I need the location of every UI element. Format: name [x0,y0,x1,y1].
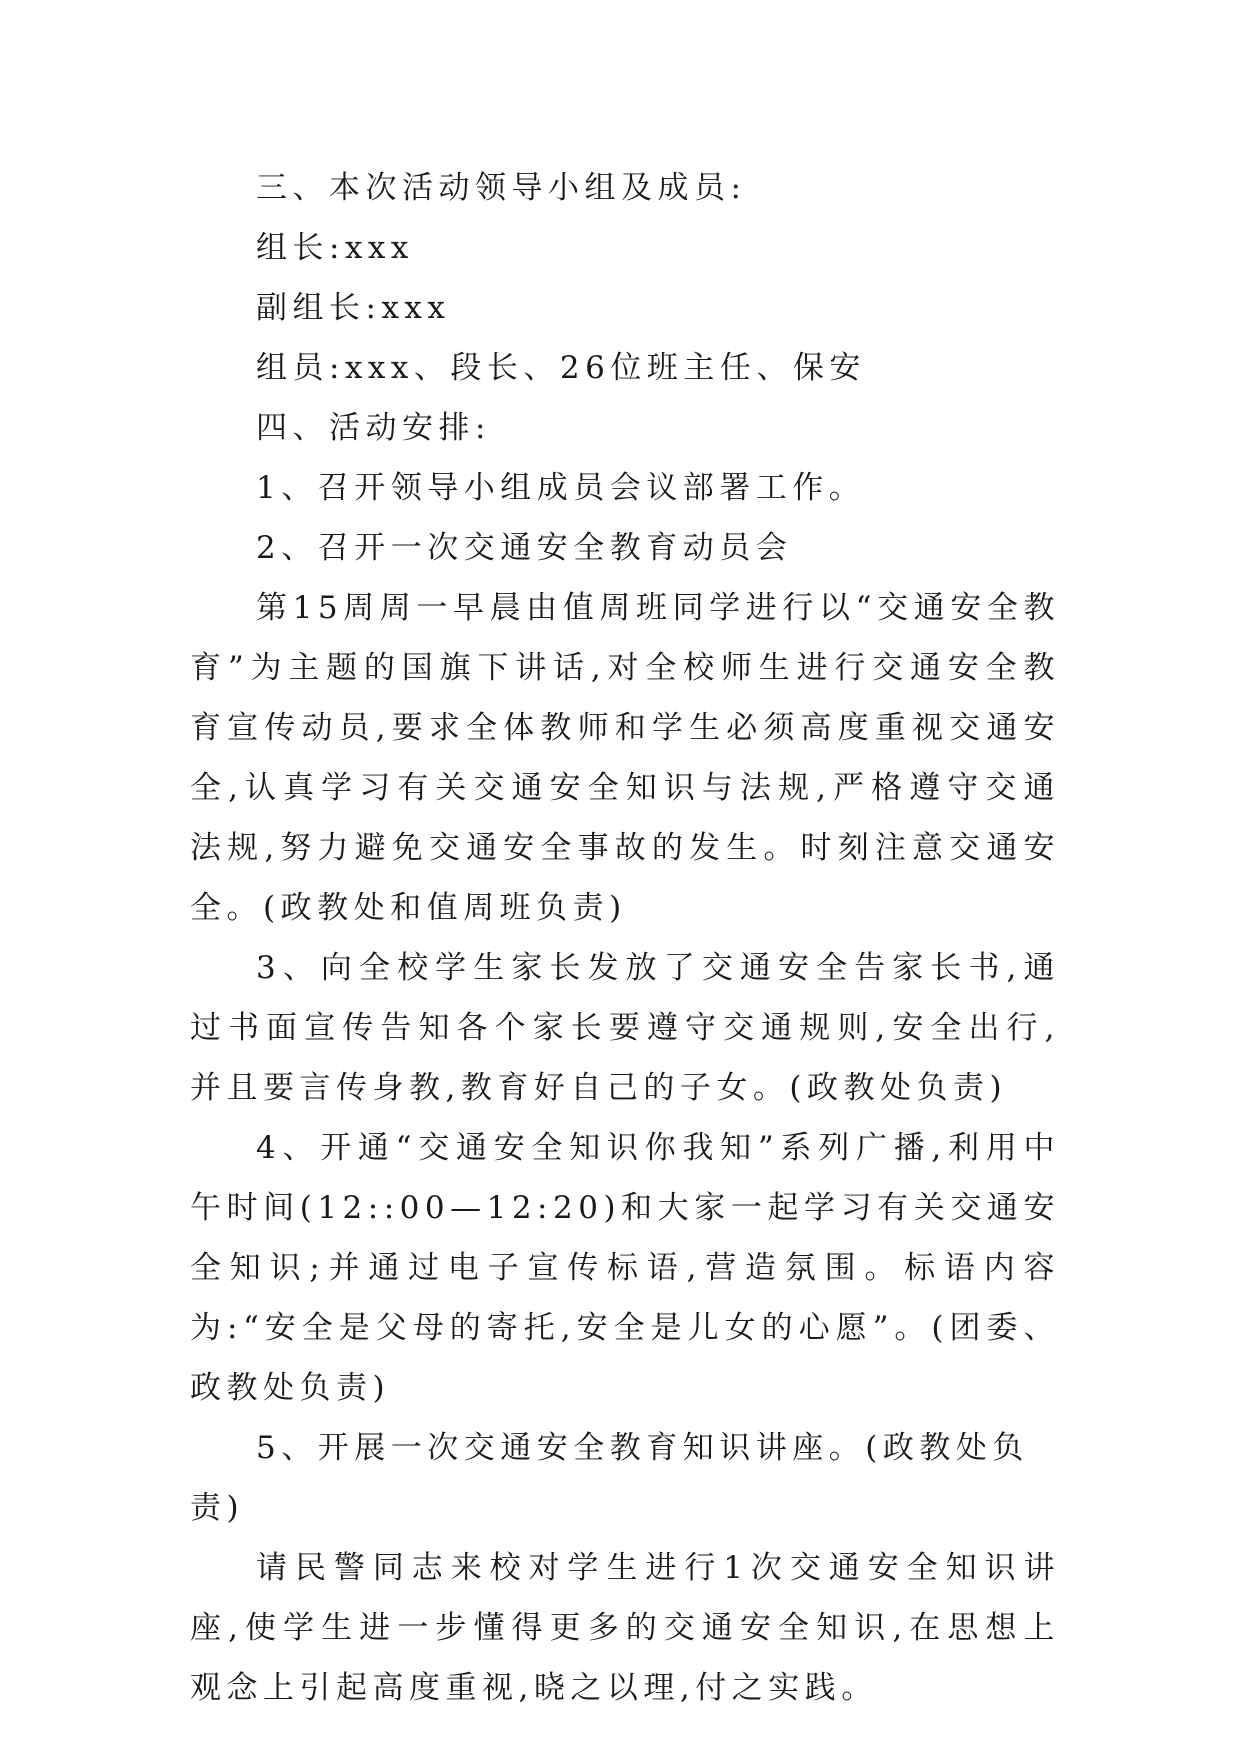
arrangement-item-2: 2、召开一次交通安全教育动员会 [256,530,793,566]
arrangement-item-5: 5、开展一次交通安全教育知识讲座。(政教处负责) [190,1430,1029,1526]
arrangement-item-1: 1、召开领导小组成员会议部署工作。 [256,470,866,506]
group-members-line: 组员:xxx、段长、26位班主任、保安 [256,350,866,386]
arrangement-item-5-detail: 请民警同志来校对学生进行1次交通安全知识讲座,使学生进一步懂得更多的交通安全知识,在思想上观念上引起高度重视,晓之以理,付之实践。 [190,1550,1060,1706]
deputy-leader-line: 副组长:xxx [256,290,451,326]
document-body [190,158,1060,1718]
group-leader-line: 组长:xxx [256,230,414,266]
section-heading-leadership: 三、本次活动领导小组及成员: [256,170,747,206]
arrangement-item-3: 3、向全校学生家长发放了交通安全告家长书,通过书面宣传告知各个家长要遵守交通规则,安全出行,并且要言传身教,教育好自己的子女。(政教处负责) [190,950,1060,1106]
arrangement-item-2-detail: 第15周周一早晨由值周班同学进行以“交通安全教育”为主题的国旗下讲话,对全校师生进行交通安全教育宣传动员,要求全体教师和学生必须高度重视交通安全,认真学习有关交通安全知识与法规,严格遵守交通法规,努力避免交通安全事故的发生。时刻注意交通安全。(政教处和值周班负责) [190,590,1060,926]
arrangement-item-4: 4、开通“交通安全知识你我知”系列广播,利用中午时间(12::00—12:20)和大家一起学习有关交通安全知识;并通过电子宣传标语,营造氛围。标语内容为:“安全是父母的寄托,安全是儿女的心愿”。(团委、政教处负责) [190,1130,1060,1406]
section-heading-arrangements: 四、活动安排: [256,410,491,446]
